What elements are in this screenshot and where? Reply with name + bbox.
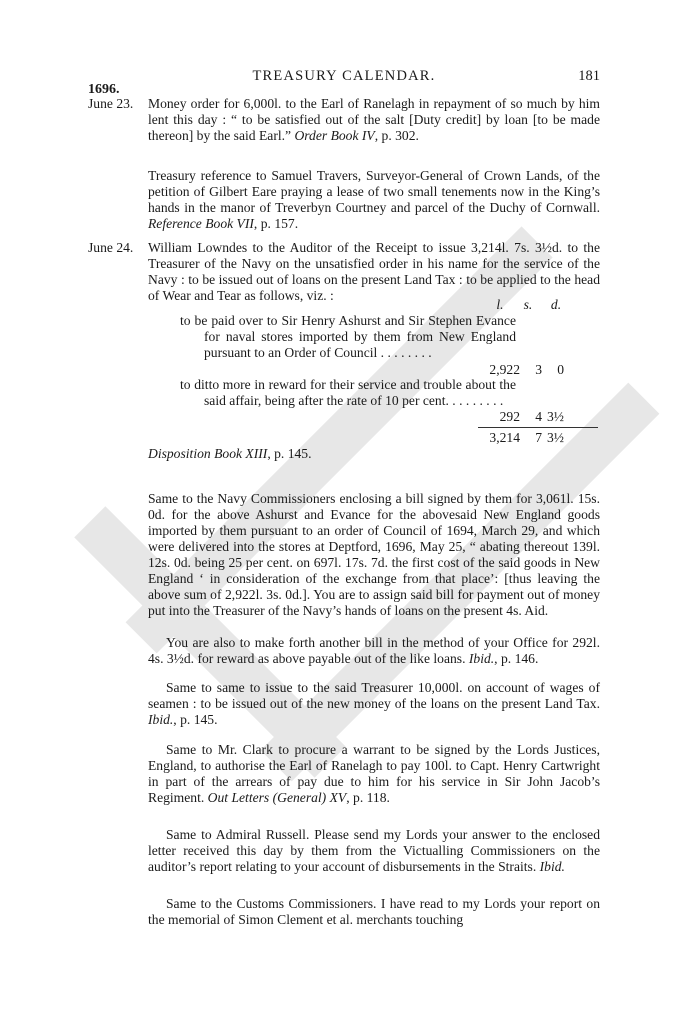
entry-reference-tail: , p. 118. xyxy=(346,790,390,805)
ledger-amount-naval-stores: 2,922 3 0 xyxy=(489,362,564,377)
entry-text: Same to Mr. Clark to procure a warrant to be signed by the Lords Justices, England, to authorise the Earl of Ranelagh to pay 100l. to Capt. Henry Cartwright in part of the arrears of pay due to him for his service in Sir John Jacob’s Regiment. xyxy=(148,742,600,805)
entry-admiral-russell xyxy=(148,827,600,875)
entry-text: Same to same to issue to the said Treasurer 10,000l. on account of wages of seamen : to be issued out of the new money of the loans on the present Land Tax. xyxy=(148,680,600,711)
entry-reference: Ibid. xyxy=(148,712,174,727)
year-label: 1696. xyxy=(88,82,120,97)
entry-reference-tail: , p. 302. xyxy=(374,128,419,143)
entry-reference-tail: , p. 145. xyxy=(173,712,218,727)
entry-disposition-reference xyxy=(148,446,600,462)
entry-reference: Order Book IV xyxy=(294,128,375,143)
page-number: 181 xyxy=(578,68,600,84)
entry-text: Same to Admiral Russell. Please send my Lords your answer to the enclosed letter received this day by them from the Victualling Commissioners on the auditor’s report relating to your account of disbursements in the Straits. xyxy=(148,827,600,874)
column-pounds: l. xyxy=(496,297,504,312)
entry-text: Treasury reference to Samuel Travers, Surveyor-General of Crown Lands, of the petition of Gilbert Eare praying a lease of two small tenements now in the King’s hands in the manor of Treverbyn Courtney and parcel of the Duchy of Cornwall. xyxy=(148,168,600,215)
entry-reference: Out Letters (General) XV xyxy=(207,790,347,805)
ledger-item-reward: to ditto more in reward for their service and trouble about the said affair, being after the rate of 10 per cent. . . . . . . . . xyxy=(180,377,516,408)
entry-reference: Reference Book VII xyxy=(148,216,254,231)
entry-text: You are also to make forth another bill in the method of your Office for 292l. 4s. 3½d. for reward as above payable out of the like loans. xyxy=(148,635,600,666)
ledger-column-headers xyxy=(486,297,598,313)
ledger-table xyxy=(148,297,600,447)
column-shillings: s. xyxy=(523,297,533,312)
entry-money-order xyxy=(148,96,600,144)
entry-reference: Ibid. xyxy=(539,859,565,874)
header-title: TREASURY CALENDAR. xyxy=(252,68,436,84)
ledger-item-naval-stores: to be paid over to Sir Henry Ashurst and Sir Stephen Evance for naval stores imported by them from New England pursuant to an Order of Council . . . . . . . . xyxy=(180,313,516,360)
entry-seamen-wages xyxy=(148,680,600,728)
entry-mr-clark xyxy=(148,742,600,806)
entry-another-bill xyxy=(148,635,600,667)
running-header xyxy=(88,68,600,88)
date-june-23: June 23. xyxy=(88,96,134,111)
entry-reference-tail: , p. 157. xyxy=(253,216,299,231)
entry-lowndes-auditor: William Lowndes to the Auditor of the Receipt to issue 3,214l. 7s. 3½d. to the Treasurer of the Navy on the unsatisfied order in his name for the service of the Navy : to be issued out of loans on the present Land Tax : to be applied to the head of Wear and Tear as follows, viz. : xyxy=(148,240,600,303)
ledger-amount-total: 3,214 7 3½ xyxy=(489,430,564,445)
entry-reference: Disposition Book XIII xyxy=(148,446,268,461)
entry-treasury-reference xyxy=(148,168,600,232)
entry-navy-commissioners: Same to the Navy Commissioners enclosing a bill signed by them for 3,061l. 15s. 0d. for the above Ashurst and Evance for the abovesaid New England goods imported by them pursuant to an order of Council of 1694, March 29, and which were delivered into the stores at Deptford, 1696, May 25, “ abating thereout 139l. 12s. 0d. being 25 per cent. on 697l. 17s. 7d. the first cost of the said goods in New England ‘ in consideration of the exchange from that place’: [thus leaving the above sum of 2,922l. 3s. 0d.]. You are to assign said bill for payment out of money put into the Treasurer of the Navy’s hands of loans on the present 4s. Aid. xyxy=(148,491,600,618)
ledger-total-rule xyxy=(478,427,598,428)
column-pence: d. xyxy=(550,297,562,312)
ledger-amount-reward: 292 4 3½ xyxy=(499,409,564,424)
entry-reference-tail: , p. 145. xyxy=(267,446,312,461)
entry-reference-tail: , p. 146. xyxy=(494,651,539,666)
date-june-24: June 24. xyxy=(88,240,134,255)
entry-reference: Ibid. xyxy=(468,651,495,666)
entry-text: Money order for 6,000l. to the Earl of Ranelagh in repayment of so much by him lent this day : “ to be satisfied out of the salt [Duty credit] by loan [to be made thereon] by the said Earl.” xyxy=(148,96,600,143)
entry-customs-commissioners: Same to the Customs Commissioners. I have read to my Lords your report on the memorial of Simon Clement et al. merchants touching xyxy=(148,896,600,927)
